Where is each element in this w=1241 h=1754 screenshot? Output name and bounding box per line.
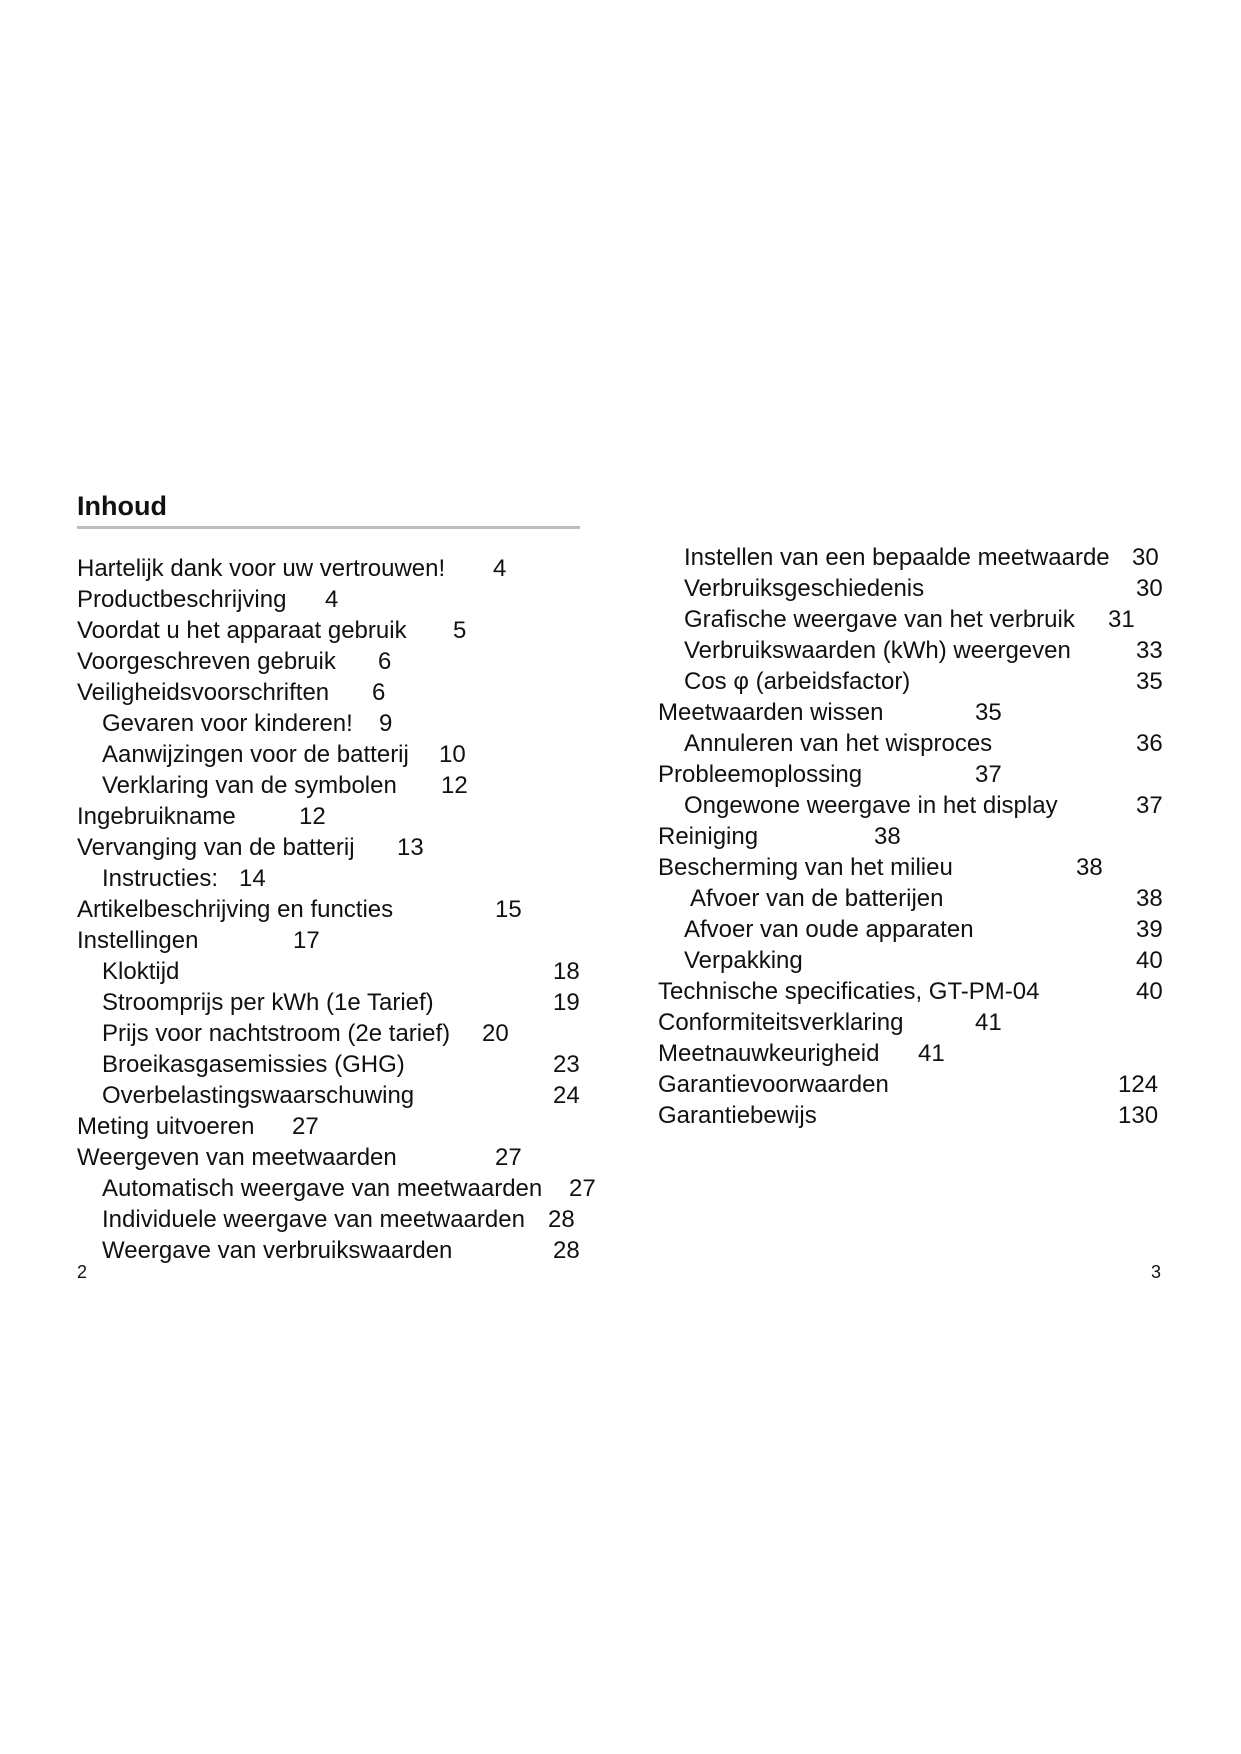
toc-right-entry-page: 33: [1136, 637, 1163, 664]
toc-left-entry-title: Instellingen: [77, 927, 199, 954]
toc-right-entry-page: 40: [1136, 978, 1163, 1005]
toc-left-entry-title: Voordat u het apparaat gebruik: [77, 617, 407, 644]
toc-left-entry-page: 12: [299, 803, 326, 830]
toc-left-entry-title: Overbelastingswaarschuwing: [102, 1082, 415, 1109]
toc-left-entry-page: 9: [379, 710, 393, 737]
toc-right-entry-title: Ongewone weergave in het display: [684, 792, 1058, 819]
toc-left-entry-title: Artikelbeschrijving en functies: [77, 896, 394, 923]
toc-left-entry-title: Gevaren voor kinderen!: [102, 710, 353, 737]
toc-right-entry-page: 35: [975, 699, 1002, 726]
toc-left-entry-page: 27: [495, 1144, 522, 1171]
toc-right-entry-page: 124: [1118, 1071, 1159, 1098]
toc-left-entry-page: 15: [495, 896, 522, 923]
toc-left-entry-page: 28: [548, 1206, 575, 1233]
toc-right-entry-page: 41: [975, 1009, 1002, 1036]
toc-left-entry-page: 4: [325, 586, 339, 613]
toc-left-entry-page: 4: [493, 555, 507, 582]
toc-left-entry-page: 19: [553, 989, 580, 1016]
toc-left-entry-page: 5: [453, 617, 467, 644]
toc-right-entry-title: Afvoer van de batterijen: [690, 885, 944, 912]
toc-right-entry-page: 30: [1136, 575, 1163, 602]
toc-right-entry-page: 37: [1136, 792, 1163, 819]
toc-right-entry-page: 40: [1136, 947, 1163, 974]
toc-right-entry-title: Grafische weergave van het verbruik: [684, 606, 1075, 633]
toc-left-entry-title: Productbeschrijving: [77, 586, 287, 613]
toc-right-entry-page: 39: [1136, 916, 1163, 943]
toc-left-entry-title: Automatisch weergave van meetwaarden: [102, 1175, 543, 1202]
toc-left-entry-title: Aanwijzingen voor de batterij: [102, 741, 409, 768]
toc-right-entry-title: Meetwaarden wissen: [658, 699, 884, 726]
toc-right-entry-title: Verpakking: [684, 947, 803, 974]
toc-left-entry-page: 28: [553, 1237, 580, 1264]
toc-left-entry-page: 24: [553, 1082, 580, 1109]
toc-right-entry-title: Conformiteitsverklaring: [658, 1009, 904, 1036]
toc-left-entry-title: Stroomprijs per kWh (1e Tarief): [102, 989, 434, 1016]
toc-left-entry-page: 17: [293, 927, 320, 954]
toc-right-entry-title: Afvoer van oude apparaten: [684, 916, 974, 943]
heading-divider: [77, 526, 580, 529]
toc-left-entry-title: Weergeven van meetwaarden: [77, 1144, 397, 1171]
toc-right-entry-page: 35: [1136, 668, 1163, 695]
toc-right-entry-title: Reiniging: [658, 823, 759, 850]
toc-right-entry-page: 30: [1132, 544, 1159, 571]
toc-left-entry-page: 18: [553, 958, 580, 985]
toc-right-entry-title: Meetnauwkeurigheid: [658, 1040, 880, 1067]
toc-right-entry-title: Garantiebewijs: [658, 1102, 817, 1129]
page-number-right: 3: [1151, 1262, 1162, 1282]
toc-left-entry-page: 20: [482, 1020, 509, 1047]
toc-left-entry-title: Voorgeschreven gebruik: [77, 648, 336, 675]
toc-left-entry-page: 14: [239, 865, 266, 892]
toc-right-entry-page: 38: [874, 823, 901, 850]
toc-left-entry-title: Weergave van verbruikswaarden: [102, 1237, 453, 1264]
toc-right-entry-title: Probleemoplossing: [658, 761, 863, 788]
toc-left-entry-title: Individuele weergave van meetwaarden: [102, 1206, 525, 1233]
toc-right-entry-title: Bescherming van het milieu: [658, 854, 953, 881]
toc-right-entry-page: 31: [1108, 606, 1135, 633]
toc-right-entry-title: Annuleren van het wisproces: [684, 730, 993, 757]
toc-left-entry-title: Verklaring van de symbolen: [102, 772, 397, 799]
page-number-left: 2: [77, 1262, 88, 1282]
toc-right-entry-page: 37: [975, 761, 1002, 788]
toc-left-entry-page: 27: [292, 1113, 319, 1140]
toc-left-entry-page: 27: [569, 1175, 596, 1202]
toc-right-entry-title: Verbruikswaarden (kWh) weergeven: [684, 637, 1071, 664]
toc-left-entry-title: Veiligheidsvoorschriften: [77, 679, 330, 706]
toc-left-entry-title: Ingebruikname: [77, 803, 236, 830]
toc-right-entry-page: 41: [918, 1040, 945, 1067]
toc-right-entry-page: 38: [1076, 854, 1103, 881]
toc-left-entry-page: 12: [441, 772, 468, 799]
toc-left-entry-page: 6: [378, 648, 392, 675]
toc-left-entry-page: 13: [397, 834, 424, 861]
toc-right-entry-title: Instellen van een bepaalde meetwaarde: [684, 544, 1110, 571]
toc-left-entry-title: Kloktijd: [102, 958, 180, 985]
toc-left-entry-page: 6: [372, 679, 386, 706]
toc-right-entry-title: Technische specificaties, GT-PM-04: [658, 978, 1040, 1005]
toc-right-entry-title: Cos φ (arbeidsfactor): [684, 668, 911, 695]
toc-left-entry-page: 23: [553, 1051, 580, 1078]
toc-left-entry-title: Broeikasgasemissies (GHG): [102, 1051, 405, 1078]
toc-left-entry-title: Hartelijk dank voor uw vertrouwen!: [77, 555, 446, 582]
toc-right-entry-page: 130: [1118, 1102, 1159, 1129]
toc-left-entry-title: Meting uitvoeren: [77, 1113, 255, 1140]
toc-left-entry-title: Instructies:: [102, 865, 219, 892]
toc-right-entry-page: 36: [1136, 730, 1163, 757]
toc-left-entry-title: Vervanging van de batterij: [77, 834, 355, 861]
toc-left-entry-title: Prijs voor nachtstroom (2e tarief): [102, 1020, 451, 1047]
toc-left-entry-page: 10: [439, 741, 466, 768]
toc-right-entry-title: Verbruiksgeschiedenis: [684, 575, 925, 602]
toc-right-entry-title: Garantievoorwaarden: [658, 1071, 889, 1098]
toc-heading: Inhoud: [77, 491, 167, 521]
toc-right-entry-page: 38: [1136, 885, 1163, 912]
